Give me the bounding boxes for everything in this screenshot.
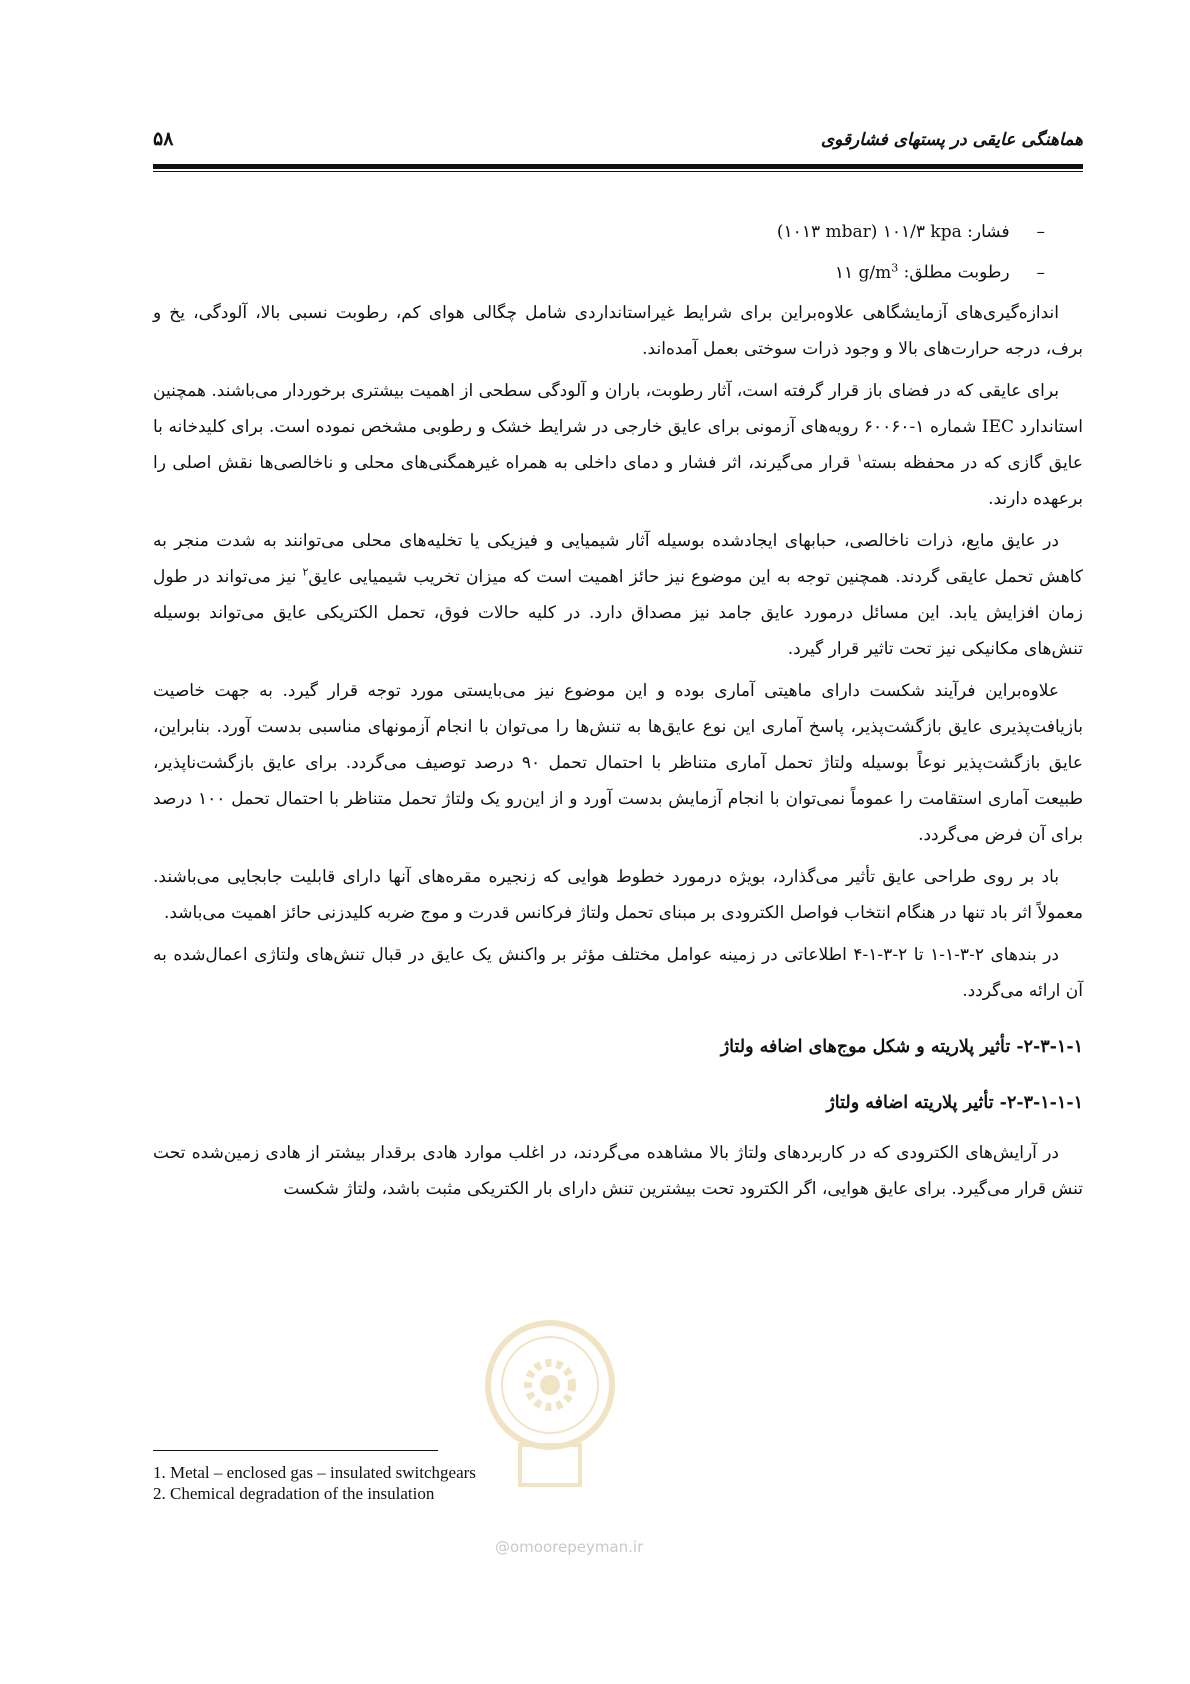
- footnote-ref: ۱: [856, 451, 863, 464]
- header-rule-thin: [153, 171, 1083, 172]
- paragraph: باد بر روی طراحی عایق تأثیر می‌گذارد، بویژه درمورد خطوط هوایی که زنجیره مقره‌های آنها دارای قابلیت جابجایی می‌باشند. معمولاً اثر باد تنها در هنگام انتخاب فواصل الکترودی بر مبنای تحمل ولتاژ فرکانس قدرت و موج ضربه کلیدزنی حائز اهمیت می‌باشد.: [153, 866, 1083, 923]
- footnotes: [153, 1462, 753, 1504]
- paragraph: در عایق مایع، ذرات ناخالصی، حبابهای ایجادشده بوسیله آثار شیمیایی و فیزیکی یا تخلیه‌های محلی می‌توانند به شدت منجر به کاهش تحمل عایقی گردند. همچنین توجه به این موضوع نیز حائز اهمیت است که میزان تخریب شیمیایی عایق$^۲$ نیز می‌تواند در طول زمان افزایش یابد. این مسائل درمورد عایق جامد نیز مصداق دارد. در کلیه حالات فوق، تحمل الکتریکی عایق می‌تواند بوسیله تنش‌های مکانیکی نیز تحت تاثیر قرار گیرد.: [153, 530, 1083, 659]
- running-title: هماهنگی عایقی در پستهای فشارقوی: [820, 130, 1083, 150]
- subsection-heading: ۲-۳-۱-۱-۱- تأثیر پلاریته اضافه ولتاژ: [826, 1092, 1083, 1113]
- bullet-label: رطوبت مطلق:: [903, 262, 1010, 283]
- bullet-pressure: – فشار: (۱۰۱۳ mbar) ۱۰۱/۳ kpa: [776, 222, 1045, 242]
- bullet-humidity: – رطوبت مطلق: ۱۱ $g/m^3$: [834, 261, 1045, 283]
- footnote-rule: [153, 1450, 438, 1451]
- page-header: [153, 118, 1083, 158]
- footnote: 2. Chemical degradation of the insulation: [153, 1484, 435, 1503]
- paragraph: علاوه‌براین فرآیند شکست دارای ماهیتی آماری بوده و این موضوع نیز می‌بایستی مورد توجه قرار گیرد. به جهت خاصیت بازیافت‌پذیری عایق بازگشت‌پذیر، پاسخ آماری این نوع عایق‌ها به تنش‌ها را می‌توان با انجام آزمونهای مناسبی بدست آورد. بنابراین، عایق بازگشت‌پذیر نوعاً بوسیله ولتاژ تحمل آماری متناظر با احتمال تحمل ۹۰ درصد توصیف می‌گردد. برای عایق بازگشت‌ناپذیر، طبیعت آماری استقامت را عموماً نمی‌توان با انجام آزمایش بدست آورد و از این‌رو یک ولتاژ تحمل متناظر با احتمال تحمل ۱۰۰ درصد برای آن فرض می‌گردد.: [153, 680, 1083, 845]
- footnote: 1. Metal – enclosed gas – insulated switchgears: [153, 1463, 476, 1482]
- watermark-url: @omoorepeyman.ir: [495, 1538, 644, 1556]
- page-body: [153, 214, 1083, 1207]
- paragraph: در بندهای ۲-۳-۱-۱ تا ۲-۳-۱-۴ اطلاعاتی در زمینه عوامل مختلف مؤثر بر واکنش یک عایق در قبال تنش‌های ولتاژی اعمال‌شده به آن ارائه می‌گردد.: [153, 944, 1083, 1001]
- paragraph: در آرایش‌های الکترودی که در کاربردهای ولتاژ بالا مشاهده می‌گردند، در اغلب موارد هادی برقدار بیشتر از هادی زمین‌شده تحت تنش قرار می‌گیرد. برای عایق هوایی، اگر الکترود تحت بیشترین تنش دارای بار الکتریکی مثبت باشد، ولتاژ شکست: [153, 1142, 1083, 1199]
- section-heading: ۲-۳-۱-۱- تأثیر پلاریته و شکل موج‌های اضافه ولتاژ: [720, 1036, 1083, 1057]
- footnote-ref: ۲: [302, 565, 309, 578]
- paragraph: برای عایقی که در فضای باز قرار گرفته است، آثار رطوبت، باران و آلودگی سطحی از اهمیت بیشتری برخوردار می‌باشند. همچنین استاندارد IEC شماره ۱-۶۰۰۶۰ رویه‌های آزمونی برای عایق خارجی در شرایط خشک و رطوبی مشخص نموده است. برای کلیدخانه با عایق گازی که در محفظه بسته$^۱$ قرار می‌گیرند، اثر فشار و دمای داخلی به همراه غیرهمگنی‌های محلی و ناخالصی‌ها نقش اصلی را برعهده دارند.: [153, 380, 1083, 509]
- bullet-value: (۱۰۱۳ mbar) ۱۰۱/۳ kpa: [776, 222, 962, 242]
- bullet-value: ۱۱ $g/m^3$: [834, 261, 899, 283]
- header-rule-thick: [153, 164, 1083, 169]
- paragraph: اندازه‌گیری‌های آزمایشگاهی علاوه‌براین برای شرایط غیراستانداردی شامل چگالی هوای کم، رطوبت نسبی بالا، آلودگی، یخ و برف، درجه حرارت‌های بالا و وجود ذرات سوختی بعمل آمده‌اند.: [153, 302, 1083, 359]
- page-number: ۵۸: [153, 128, 174, 150]
- bullet-label: فشار:: [967, 222, 1010, 242]
